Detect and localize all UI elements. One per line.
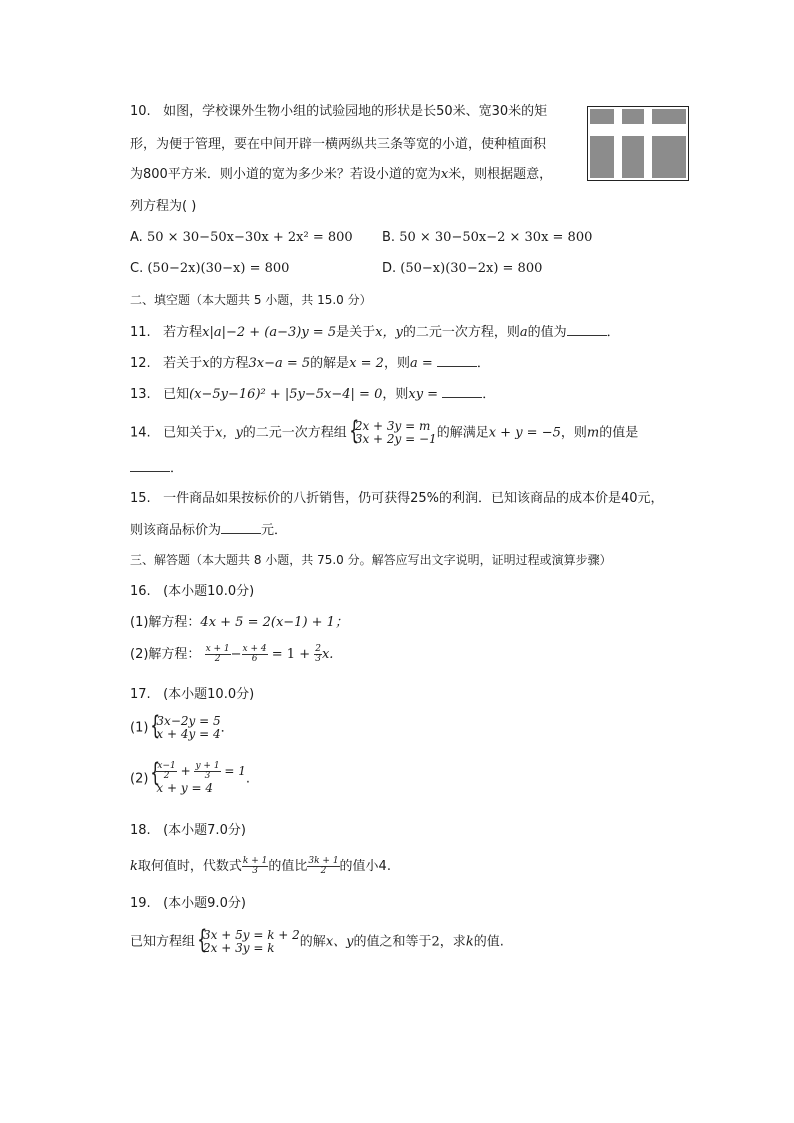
q18-k: k [130, 859, 138, 874]
q16-p1-label: (1)解方程： [130, 615, 201, 630]
q13-number: 13. [130, 387, 151, 402]
q19-end: 的值. [473, 934, 504, 950]
plot-bottom-left [590, 136, 614, 178]
q18-score: (本小题7.0分) [163, 823, 246, 838]
q17-system-1: { 3x−2y = 5 x + 4y = 4 [148, 715, 220, 741]
q15-number: 15. [130, 491, 151, 506]
q12-mid2: 的解是 [310, 356, 350, 371]
q16-p2-label: (2)解方程： [130, 647, 201, 662]
q17-p2-label: (2) [130, 771, 149, 787]
q10-options-ab [130, 229, 353, 247]
q11-number: 11. [130, 325, 151, 340]
q19-tail: ，求 [439, 934, 466, 950]
section-2-title: 二、填空题（本大题共 5 小题，共 15.0 分） [130, 293, 372, 307]
q10-text-2: 形，为便于管理，要在中间开辟一横两纵共三条等宽的小道，使种植面积 [130, 137, 547, 152]
q16-score: (本小题10.0分) [163, 584, 255, 599]
q17-p1-label: (1) [130, 720, 149, 736]
q13-expr: (x−5y−16)² + |5y−5x−4| = 0 [189, 387, 383, 402]
q10-option-b [382, 229, 592, 247]
q11-a: a [519, 325, 528, 340]
q14-eq1: { 2x + 3y = m [354, 419, 431, 433]
q16-header [130, 583, 254, 601]
q12-pre: 若关于 [163, 356, 203, 371]
plot-top-middle [622, 109, 644, 124]
fraction: $\frac{y + 1}{3}$ [195, 761, 220, 781]
q10-line-1 [130, 103, 547, 121]
q19-system: { 3x + 5y = k + 2 2x + 3y = k [195, 929, 300, 955]
q19-two: 2 [431, 934, 440, 950]
fraction: $\frac{2}{3}$ [315, 644, 321, 664]
q12-number: 12. [130, 356, 151, 371]
q16-tail: x. [321, 647, 334, 662]
q16-part-1 [130, 614, 348, 632]
q19-number: 19. [130, 896, 151, 911]
q16-number: 16. [130, 584, 151, 599]
q11-vars: x，y [375, 325, 403, 340]
q10-text-3: 为800平方米．则小道的宽为多少米？若设小道的宽为 [130, 167, 441, 182]
q17-p1-end: ． [220, 720, 234, 736]
q11-end: ． [606, 325, 620, 340]
q11-tail: 的值为 [527, 325, 567, 340]
q10-text-3b: 米，则根据题意， [448, 167, 553, 182]
q18-number: 18. [130, 823, 151, 838]
q15-text-1: 一件商品如果按标价的八折销售，仍可获得25%的利润．已知该商品的成本价是40元， [163, 491, 664, 506]
garden-figure [587, 106, 689, 181]
q19-header [130, 895, 246, 913]
q14-tail: 的值是 [599, 425, 639, 441]
q13-end: ． [482, 387, 496, 402]
q19-vars: x、y [325, 934, 354, 950]
option-b-text: 50 × 30−50x−2 × 30x = 800 [399, 230, 593, 245]
q10-number: 10. [130, 104, 151, 119]
option-b-label: B. [382, 230, 396, 245]
q14-m: m [586, 425, 600, 441]
q12-mid: 的方程 [209, 356, 249, 371]
q13 [130, 385, 495, 404]
q13-pre: 已知 [163, 387, 190, 402]
q18-pre: 取何值时，代数式 [137, 859, 242, 874]
q18-mid: 的值比 [268, 859, 308, 874]
q18-post: 的值小4. [339, 859, 391, 874]
q14-mid: 的二元一次方程组 [242, 425, 347, 441]
q10-text-1: 如图，学校课外生物小组的试验园地的形状是长50米、宽30米的矩 [163, 104, 548, 119]
q14 [130, 420, 638, 446]
q12-sol: x = 2 [349, 356, 384, 371]
plot-top-left [590, 109, 614, 124]
q14-vars: x，y [215, 425, 243, 441]
q18-body [130, 857, 391, 876]
q10-option-c [130, 260, 289, 278]
q14-line-2 [130, 459, 183, 478]
q15-text-2: 则该商品标价为 [130, 523, 222, 538]
fraction: $\frac{x + 1}{2}$ [205, 644, 230, 664]
q11 [130, 323, 620, 342]
q17-p2-end: . [245, 771, 251, 787]
fraction: { $\frac{x-1}{2}$ [157, 761, 176, 781]
q19-k: k [465, 934, 474, 950]
q12-eq: 3x−a = 5 [248, 356, 311, 371]
q13-post: ，则 [382, 387, 409, 402]
q11-mid: 是关于 [336, 325, 376, 340]
fraction: $\frac{x + 4}{6}$ [242, 644, 267, 664]
q10-text-4: 列方程为( ) [130, 199, 197, 214]
answer-blank[interactable] [130, 459, 170, 472]
q19-post: 的值之和等于 [353, 934, 432, 950]
q11-post: 的二元一次方程，则 [402, 325, 520, 340]
q14-pre: 已知关于 [163, 425, 216, 441]
q12-end: ． [476, 356, 490, 371]
option-c-label: C. [130, 261, 144, 276]
answer-blank[interactable] [221, 521, 261, 534]
q10-option-d [382, 260, 542, 278]
answer-blank[interactable] [442, 385, 482, 398]
section-3-title: 三、解答题（本大题共 8 小题，共 75.0 分。解答应写出文字说明，证明过程或演算步骤） [130, 553, 612, 567]
plot-top-right [652, 109, 686, 124]
q10-line-2 [130, 136, 546, 154]
q16-eq: = 1 + [271, 647, 311, 662]
q10-line-4 [130, 198, 196, 216]
q19-score: (本小题9.0分) [163, 896, 246, 911]
q12-ask: a = [409, 356, 433, 371]
answer-blank[interactable] [567, 323, 607, 336]
option-d-text: (50−x)(30−2x) = 800 [400, 261, 543, 276]
q11-pre: 若方程 [163, 325, 203, 340]
q12 [130, 354, 490, 373]
q14-eq2: 3x + 2y = −1 [354, 432, 437, 446]
q15-line-1 [130, 490, 664, 508]
q16-p1-expr: 4x + 5 = 2(x−1) + 1； [200, 615, 348, 630]
q19-pre: 已知方程组 [130, 934, 196, 950]
q10-line-3 [130, 166, 552, 184]
q19-body [130, 929, 504, 955]
q12-x: x [202, 356, 210, 371]
option-c-text: (50−2x)(30−x) = 800 [147, 261, 290, 276]
q14-mid2: 的解满足 [436, 425, 489, 441]
q10-var: x [440, 167, 449, 182]
plot-bottom-right [652, 136, 686, 178]
q17-header [130, 686, 254, 704]
q14-system [347, 420, 437, 446]
q18-header [130, 822, 246, 840]
q17-part-1 [130, 715, 234, 741]
q14-end: ． [170, 461, 184, 476]
q12-post: ，则 [383, 356, 410, 371]
answer-blank[interactable] [437, 354, 477, 367]
q11-expr: x|a|−2 + (a−3)y = 5 [202, 325, 337, 340]
q13-ask: xy = [408, 387, 439, 402]
q16-part-2 [130, 645, 333, 664]
minus-sign: − [230, 647, 242, 662]
q17-system-2: { $\frac{x-1}{2}$ + $\frac{y + 1}{3}$ = 1 x + y = 4 [148, 762, 245, 796]
q14-post: ，则 [560, 425, 587, 441]
q17-number: 17. [130, 687, 151, 702]
option-d-label: D. [382, 261, 397, 276]
q15-line-2 [130, 521, 287, 540]
q17-score: (本小题10.0分) [163, 687, 255, 702]
option-a-label: A. [130, 230, 143, 245]
q14-cond: x + y = −5 [488, 425, 561, 441]
q17-part-2 [130, 762, 250, 796]
fraction: $\frac{3k + 1}{2}$ [308, 856, 339, 876]
plot-bottom-middle [622, 136, 644, 178]
q15-text-3: 元． [261, 523, 288, 538]
q19-mid: 的解 [299, 934, 326, 950]
fraction: $\frac{k + 1}{3}$ [242, 856, 268, 876]
option-a-text: 50 × 30−50x−30x + 2x² = 800 [146, 230, 353, 245]
q14-number: 14. [130, 425, 151, 441]
